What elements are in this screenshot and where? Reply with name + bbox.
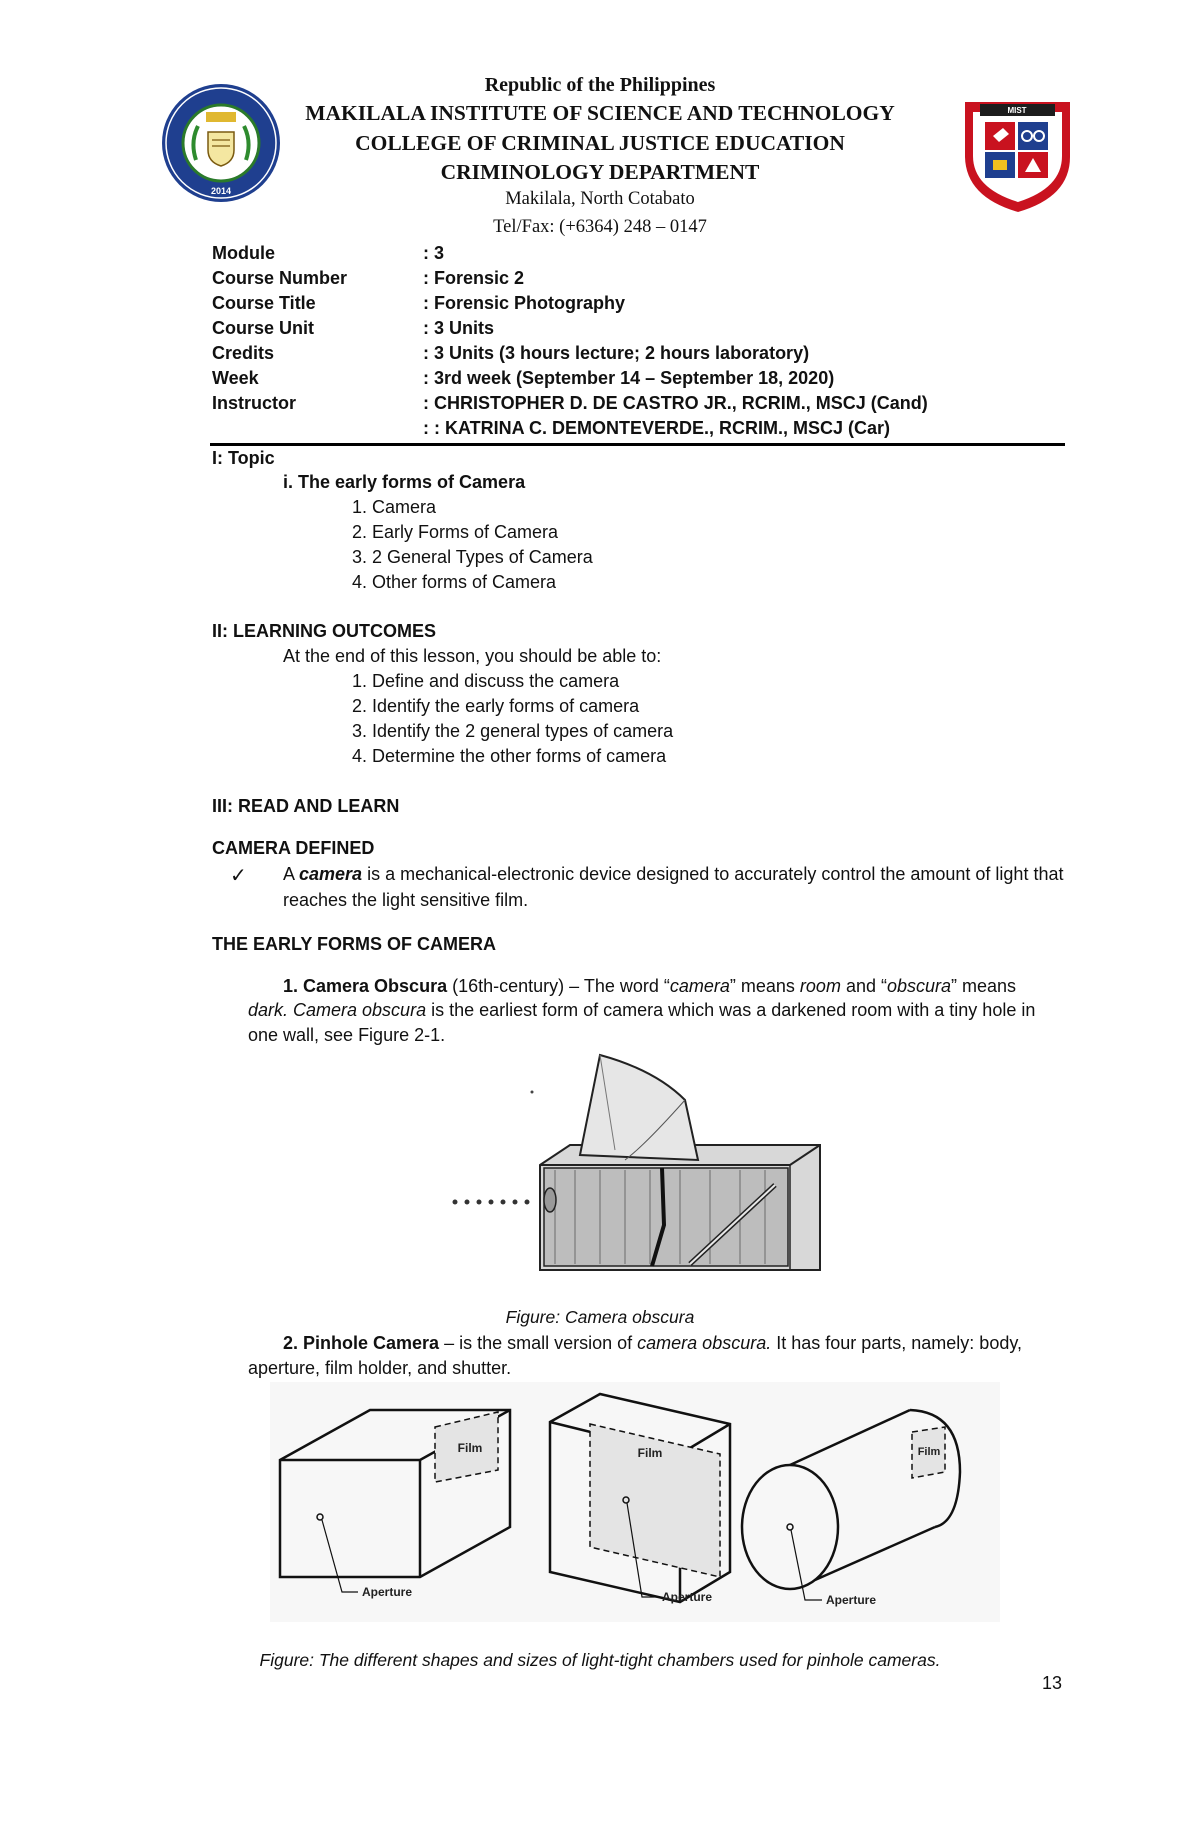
pinhole-chambers-caption: Figure: The different shapes and sizes of light-tight chambers used for pinhole cameras.: [259, 1650, 941, 1670]
outcomes-intro: At the end of this lesson, you should be able to:: [283, 646, 662, 666]
pinhole-line2: aperture, film holder, and shutter.: [248, 1358, 512, 1378]
meta-week: Week : 3rd week (September 14 – September 18, 2020): [212, 368, 835, 388]
checkmark-icon: ✓: [230, 865, 247, 887]
header-college-name: COLLEGE OF CRIMINAL JUSTICE EDUCATION: [355, 131, 845, 155]
header-institute-name: MAKILALA INSTITUTE OF SCIENCE AND TECHNOLOGY: [305, 101, 895, 125]
meta-credits: Credits : 3 Units (3 hours lecture; 2 hours laboratory): [212, 343, 810, 363]
obscura-line1: 1. Camera Obscura (16th-century) – The word “camera” means room and “obscura” means: [283, 976, 1017, 996]
camera-defined-heading: CAMERA DEFINED: [212, 838, 375, 858]
outcome-item: 1. Define and discuss the camera: [352, 671, 620, 691]
meta-course-number: Course Number : Forensic 2: [212, 268, 525, 288]
meta-instructor-2: : : KATRINA C. DEMONTEVERDE., RCRIM., MSCJ (Car): [423, 418, 891, 438]
page-number: 13: [1042, 1673, 1063, 1693]
topic-subheading: i. The early forms of Camera: [283, 472, 526, 492]
svg-text:Aperture: Aperture: [362, 1585, 413, 1599]
camera-definition-line1: A camera is a mechanical-electronic device designed to accurately control the amount of light that: [283, 864, 1064, 884]
topic-item: 3. 2 General Types of Camera: [352, 547, 593, 567]
camera-obscura-figure: [440, 1050, 830, 1280]
obscura-line2: dark. Camera obscura is the earliest form of camera which was a darkened room with a tiny hole in: [248, 1000, 1036, 1020]
outcome-item: 2. Identify the early forms of camera: [352, 696, 640, 716]
svg-text:Aperture: Aperture: [662, 1590, 713, 1604]
svg-text:MIST: MIST: [1007, 106, 1027, 115]
outcomes-heading: II: LEARNING OUTCOMES: [212, 621, 436, 641]
pinhole-line1: 2. Pinhole Camera – is the small version of camera obscura. It has four parts, namely: body,: [283, 1333, 1023, 1353]
camera-definition-line2: reaches the light sensitive film.: [283, 890, 529, 910]
svg-text:Film: Film: [637, 1446, 663, 1460]
header-republic: Republic of the Philippines: [484, 74, 716, 96]
header-telfax: Tel/Fax: (+6364) 248 – 0147: [493, 217, 707, 237]
svg-text:Aperture: Aperture: [826, 1593, 877, 1607]
pinhole-chambers-figure: [270, 1382, 1000, 1622]
svg-text:2014: 2014: [210, 186, 232, 196]
topic-heading: I: Topic: [212, 448, 275, 468]
camera-obscura-caption: Figure: Camera obscura: [505, 1307, 695, 1327]
meta-course-unit: Course Unit : 3 Units: [212, 318, 495, 338]
header-department: CRIMINOLOGY DEPARTMENT: [440, 160, 760, 184]
outcome-item: 4. Determine the other forms of camera: [352, 746, 667, 766]
topic-item: 2. Early Forms of Camera: [352, 522, 559, 542]
header-divider: [210, 443, 1065, 446]
meta-module: Module : 3: [212, 243, 445, 263]
obscura-line3: one wall, see Figure 2-1.: [248, 1025, 446, 1045]
header-address: Makilala, North Cotabato: [505, 189, 695, 209]
meta-course-title: Course Title : Forensic Photography: [212, 293, 626, 313]
svg-text:Film: Film: [917, 1446, 941, 1458]
read-heading: III: READ AND LEARN: [212, 796, 400, 816]
topic-item: 4. Other forms of Camera: [352, 572, 557, 592]
outcome-item: 3. Identify the 2 general types of camera: [352, 721, 674, 741]
topic-item: 1. Camera: [352, 497, 437, 517]
svg-text:Film: Film: [457, 1441, 483, 1455]
early-forms-heading: THE EARLY FORMS OF CAMERA: [212, 934, 497, 954]
meta-instructor: Instructor : CHRISTOPHER D. DE CASTRO JR., RCRIM., MSCJ (Cand): [212, 393, 928, 413]
